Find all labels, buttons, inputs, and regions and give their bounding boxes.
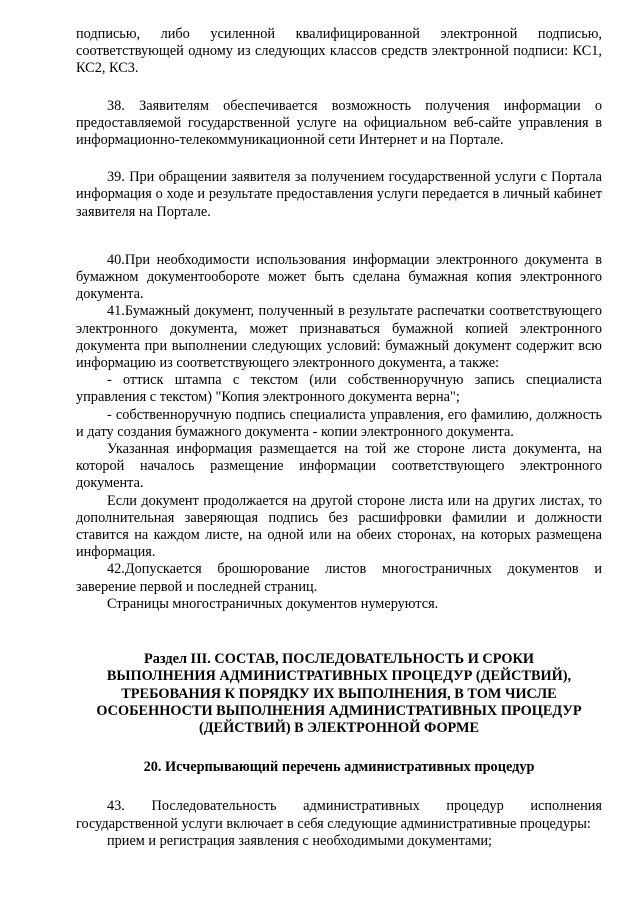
- section-heading-line: ТРЕБОВАНИЯ К ПОРЯДКУ ИХ ВЫПОЛНЕНИЯ, В ТОМ ЧИСЛЕ: [121, 685, 557, 702]
- paragraph-40: 40.При необходимости использования информации электронного документа в бумажном документообороте может быть сделана бумажная копия электронного документа.: [76, 251, 602, 303]
- paragraph-38: 38. Заявителям обеспечивается возможность получения информации о предоставляемой государственной услуге на официальном веб-сайте управления в информационно-телекоммуникационной сети Интернет и на Портале.: [76, 97, 602, 149]
- subsection-heading: 20. Исчерпывающий перечень административных процедур: [143, 759, 535, 776]
- paragraph-reception-registration: прием и регистрация заявления с необходимыми документами;: [107, 832, 493, 849]
- paragraph-signature-condition: - собственноручную подпись специалиста управления, его фамилию, должность и дату создания бумажного документа - копии электронного документа.: [76, 406, 602, 440]
- paragraph-43: 43. Последовательность административных процедур исполнения государственной услуги включает в себя следующие административные процедуры:: [76, 798, 602, 832]
- paragraph-page-numbering: Страницы многостраничных документов нумеруются.: [107, 595, 439, 612]
- paragraph-stamp-condition: - оттиск штампа с текстом (или собственноручную запись специалиста управления с текстом) "Копия электронного документа верна";: [76, 372, 602, 406]
- paragraph-continuation: Если документ продолжается на другой стороне листа или на других листах, то дополнительная заверяющая подпись без расшифровки фамилии и должности ставится на каждом листе, на одной или на обеих сторонах, на которых размещена информация.: [76, 492, 602, 561]
- section-heading-line: ВЫПОЛНЕНИЯ АДМИНИСТРАТИВНЫХ ПРОЦЕДУР (ДЕЙСТВИЙ),: [106, 668, 572, 685]
- section-heading-line: ОСОБЕННОСТИ ВЫПОЛНЕНИЯ АДМИНИСТРАТИВНЫХ ПРОЦЕДУР: [96, 702, 582, 719]
- paragraph-41: 41.Бумажный документ, полученный в результате распечатки соответствующего электронного документа, может признаваться бумажной копией электронного документа при выполнении следующих условий: бумажный документ содержит всю информацию из соответствующего электронного документа, а также:: [76, 303, 602, 372]
- paragraph-39: 39. При обращении заявителя за получением государственной услуги с Портала информация о ходе и результате предоставления услуги передается в личный кабинет заявителя на Портале.: [76, 169, 602, 220]
- section-heading-line: Раздел III. СОСТАВ, ПОСЛЕДОВАТЕЛЬНОСТЬ И СРОКИ: [144, 651, 534, 668]
- paragraph-42: 42.Допускается брошюрование листов многостраничных документов и заверение первой и последней страниц.: [76, 561, 602, 595]
- paragraph-signature-classes: подписью, либо усиленной квалифицированной электронной подписью, соответствующей одному из следующих классов средств электронной подписи: КС1, КС2, КС3.: [76, 26, 602, 77]
- paragraph-placement-info: Указанная информация размещается на той же стороне листа документа, на которой началось размещение информации соответствующего электронного документа.: [76, 441, 602, 492]
- section-heading-line: (ДЕЙСТВИЙ) В ЭЛЕКТРОННОЙ ФОРМЕ: [198, 719, 480, 736]
- section-heading: [76, 651, 602, 737]
